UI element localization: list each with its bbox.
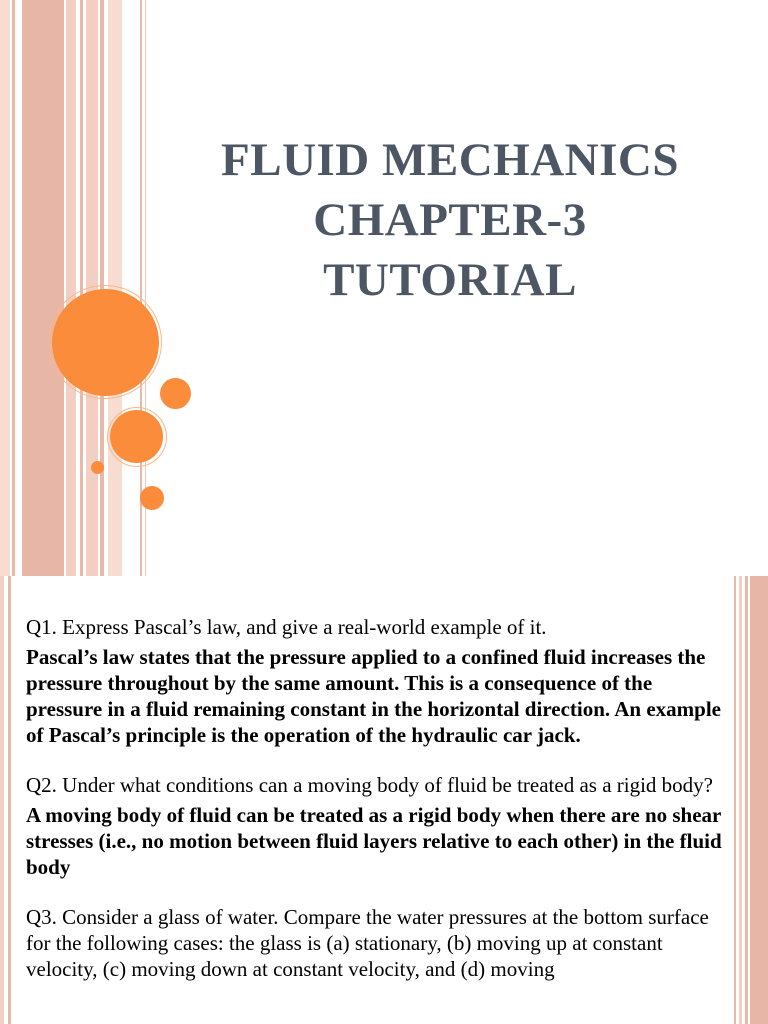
question-1: Q1. Express Pascal’s law, and give a real-world example of it.: [26, 615, 547, 639]
stripe-decoration: [80, 0, 83, 576]
small-orange-circle: [160, 378, 191, 409]
question-3: Q3. Consider a glass of water. Compare the water pressures at the bottom surface for the following cases: the glass is (a) stationary, (b) moving up at constant velocity, (c) moving down at constant velocity, and (d) moving: [26, 905, 709, 981]
stripe-decoration: [739, 576, 742, 1024]
stripe-decoration: [745, 576, 748, 1024]
title-line: TUTORIAL: [323, 254, 577, 306]
stripe-decoration: [8, 576, 11, 1024]
title-line: CHAPTER-3: [313, 194, 587, 246]
slide-title: [190, 130, 710, 310]
stripe-decoration: [734, 576, 736, 1024]
answer-1: Pascal’s law states that the pressure applied to a confined fluid increases the pressure throughout by the same amount. This is a consequence of the pressure in a fluid remaining constant in the horizontal direction. An example of Pascal’s principle is the operation of the hydraulic car jack.: [26, 645, 721, 747]
stripe-decoration: [66, 0, 76, 576]
question-2: Q2. Under what conditions can a moving body of fluid be treated as a rigid body?: [26, 773, 713, 797]
stripe-decoration: [0, 0, 10, 576]
stripe-decoration: [22, 0, 64, 576]
answer-2: A moving body of fluid can be treated as a rigid body when there are no shear stresses (i.e., no motion between fluid layers relative to each other) in the fluid body: [26, 803, 722, 879]
questions-slide: [0, 576, 768, 1024]
qa-content: [26, 614, 726, 982]
stripe-decoration: [0, 576, 4, 1024]
title-line: FLUID MECHANICS: [221, 134, 679, 186]
stripe-decoration: [750, 576, 768, 1024]
medium-orange-circle: [110, 410, 163, 463]
small-orange-circle: [140, 486, 164, 510]
large-orange-circle: [52, 289, 159, 396]
stripe-decoration: [12, 0, 15, 576]
tiny-orange-circle: [91, 461, 104, 474]
